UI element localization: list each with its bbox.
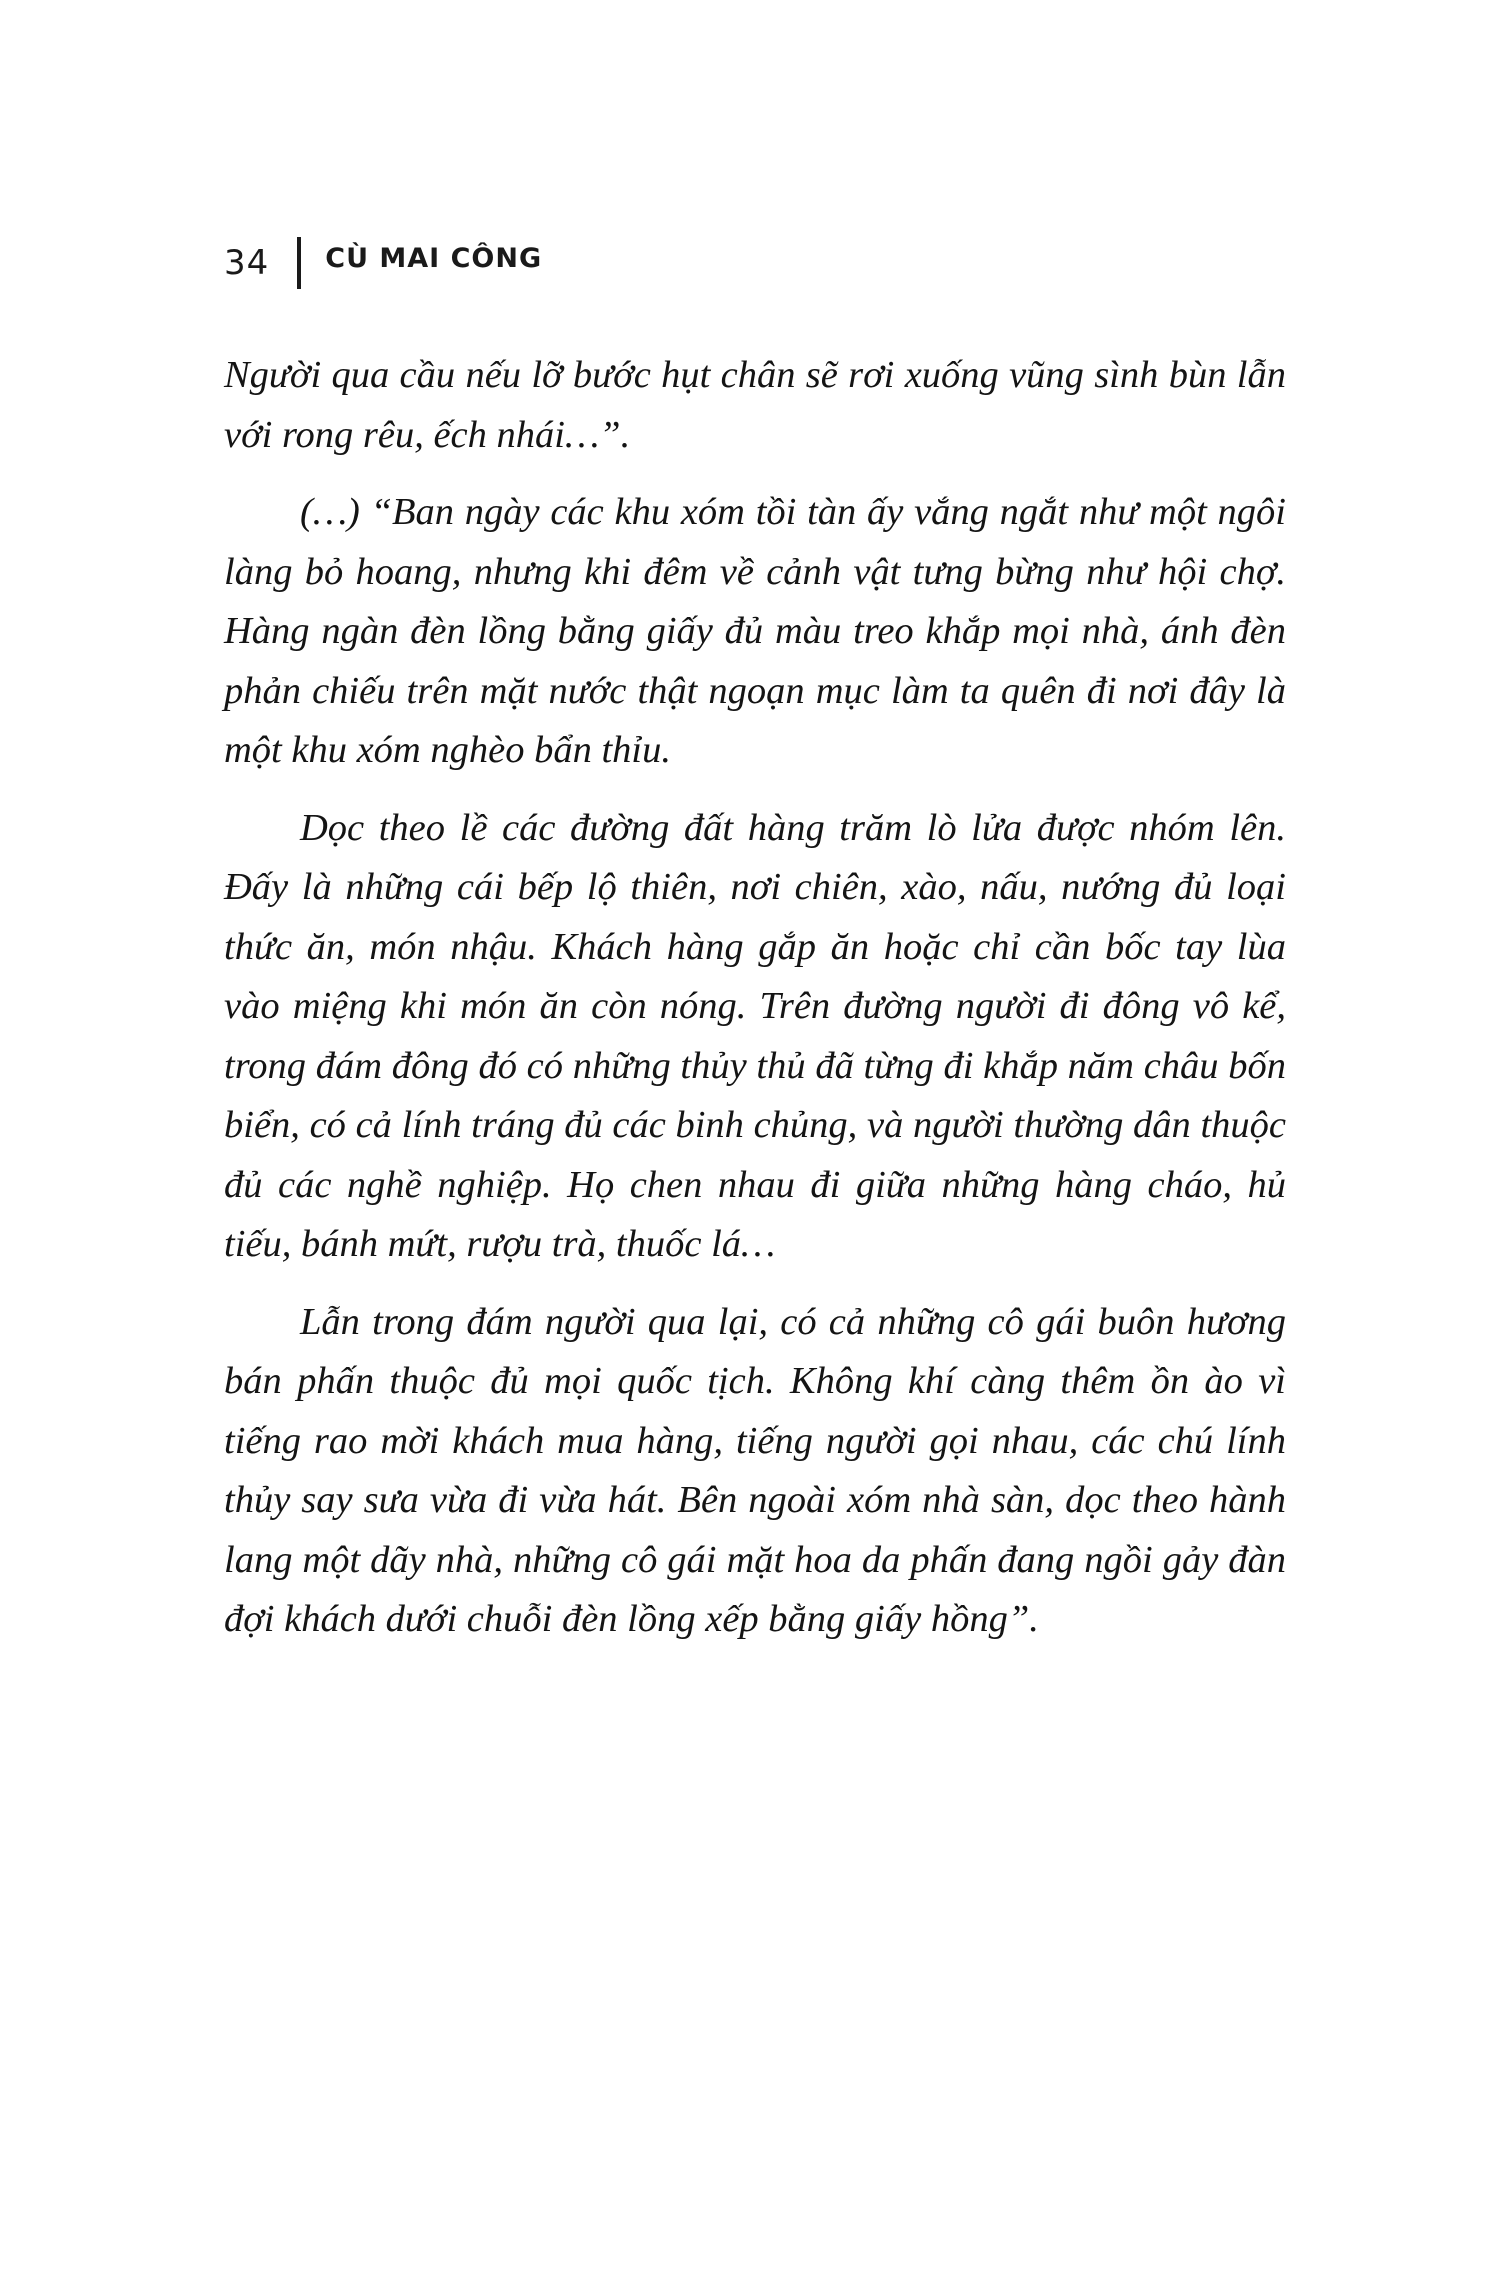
header-divider	[297, 237, 301, 289]
paragraph: (…) “Ban ngày các khu xóm tồi tàn ấy vắng ngắt như một ngôi làng bỏ hoang, nhưng khi đêm về cảnh vật tưng bừng như hội chợ. Hàng ngàn đèn lồng bằng giấy đủ màu treo khắp mọi nhà, ánh đèn phản chiếu trên mặt nước thật ngoạn mục làm ta quên đi nơi đây là một khu xóm nghèo bẩn thỉu.	[224, 491, 1286, 771]
body-text	[224, 346, 1286, 1668]
running-head	[224, 235, 542, 291]
page-number: 34	[224, 243, 270, 283]
author-name: CÙ MAI CÔNG	[325, 242, 543, 274]
paragraph-continued: Người qua cầu nếu lỡ bước hụt chân sẽ rơi xuống vũng sình bùn lẫn với rong rêu, ếch nhái…”.	[224, 354, 1286, 456]
paragraph: Dọc theo lề các đường đất hàng trăm lò lửa được nhóm lên. Đấy là những cái bếp lộ thiên, nơi chiên, xào, nấu, nướng đủ loại thức ăn, món nhậu. Khách hàng gắp ăn hoặc chỉ cần bốc tay lùa vào miệng khi món ăn còn nóng. Trên đường người đi đông vô kể, trong đám đông đó có những thủy thủ đã từng đi khắp năm châu bốn biển, có cả lính tráng đủ các binh chủng, và người thường dân thuộc đủ các nghề nghiệp. Họ chen nhau đi giữa những hàng cháo, hủ tiếu, bánh mứt, rượu trà, thuốc lá…	[224, 806, 1286, 1265]
paragraph: Lẫn trong đám người qua lại, có cả những cô gái buôn hương bán phấn thuộc đủ mọi quốc tịch. Không khí càng thêm ồn ào vì tiếng rao mời khách mua hàng, tiếng người gọi nhau, các chú lính thủy say sưa vừa đi vừa hát. Bên ngoài xóm nhà sàn, dọc theo hành lang một dãy nhà, những cô gái mặt hoa da phấn đang ngồi gảy đàn đợi khách dưới chuỗi đèn lồng xếp bằng giấy hồng”.	[224, 1300, 1286, 1640]
